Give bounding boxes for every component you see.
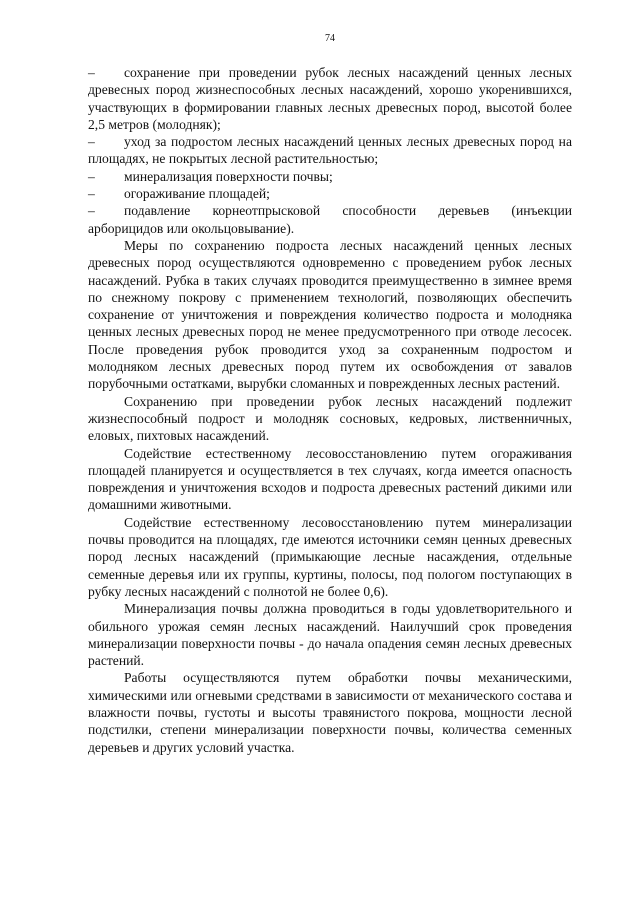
paragraph-undergrowth-measures: Меры по сохранению подроста лесных насаждений ценных лесных древесных пород осуществляются одновременно с проведением рубок лесных насаждений. Рубка в таких случаях проводится преимущественно в зимнее время по снежному покрову с применением технологий, позволяющих обеспечить сохранение от уничтожения и повреждения количество подроста и молодняка ценных лесных древесных пород не менее предусмотренного при отводе лесосек. После проведения рубок проводится уход за сохраненным подростом и молодняком лесных древесных пород путем их освобождения от завалов порубочными остатками, вырубки сломанных и поврежденных лесных растений. (88, 237, 572, 392)
list-dash: – (88, 186, 95, 202)
paragraph-mineralization-timing: Минерализация почвы должна проводиться в годы удовлетворительного и обильного урожая семян лесных насаждений. Наилучший срок проведения минерализации поверхности почвы - до начала опадения семян лесных древесных растений. (88, 601, 572, 669)
list-dash: – (88, 203, 95, 219)
document-page (88, 0, 572, 905)
list-item-text: огораживание площадей; (124, 186, 270, 202)
paragraph-preservation: Сохранению при проведении рубок лесных насаждений подлежит жизнеспособный подрост и молодняк сосновых, кедровых, лиственничных, еловых, пихтовых насаждений. (88, 393, 572, 444)
list-dash: – (88, 168, 95, 184)
list-dash: – (88, 65, 95, 80)
list-item-text: подавление корнеотпрысковой способности деревьев (инъекции арборицидов или окольцовывание). (88, 203, 572, 236)
document-body (88, 64, 572, 756)
list-item (88, 185, 572, 202)
list-item (88, 202, 572, 237)
list-item (88, 64, 572, 133)
page-number: 74 (325, 33, 335, 44)
paragraph-work-methods: Работы осуществляются путем обработки почвы механическими, химическими или огневыми средствами в зависимости от механического состава и влажности почвы, густоты и высоты травянистого покрова, мощности лесной подстилки, степени минерализации поверхности почвы, количества семенных деревьев и других условий участка. (88, 670, 572, 755)
paragraph-fencing: Содействие естественному лесовосстановлению путем огораживания площадей планируется и осуществляется в тех случаях, когда имеется опасность повреждения и уничтожения всходов и подроста древесных растений дикими или домашними животными. (88, 445, 572, 513)
list-item-text: минерализация поверхности почвы; (124, 168, 333, 184)
list-dash: – (88, 134, 95, 150)
list-item-text: уход за подростом лесных насаждений ценных лесных древесных пород на площадях, не покрытых лесной растительностью; (88, 134, 572, 167)
paragraph-soil-mineralization: Содействие естественному лесовосстановлению путем минерализации почвы проводится на площадях, где имеются источники семян ценных древесных пород лесных насаждений (примыкающие лесные насаждения, отдельные семенные деревья или их группы, куртины, полосы, под пологом поступающих в рубку лесных насаждений с полнотой не более 0,6). (88, 514, 572, 599)
list-item (88, 168, 572, 185)
list-item-text: сохранение при проведении рубок лесных насаждений ценных лесных древесных пород жизнеспособных лесных насаждений, хорошо укоренившихся, участвующих в формировании главных лесных древесных пород, высотой более 2,5 метров (молодняк); (88, 65, 572, 132)
list-item (88, 133, 572, 168)
